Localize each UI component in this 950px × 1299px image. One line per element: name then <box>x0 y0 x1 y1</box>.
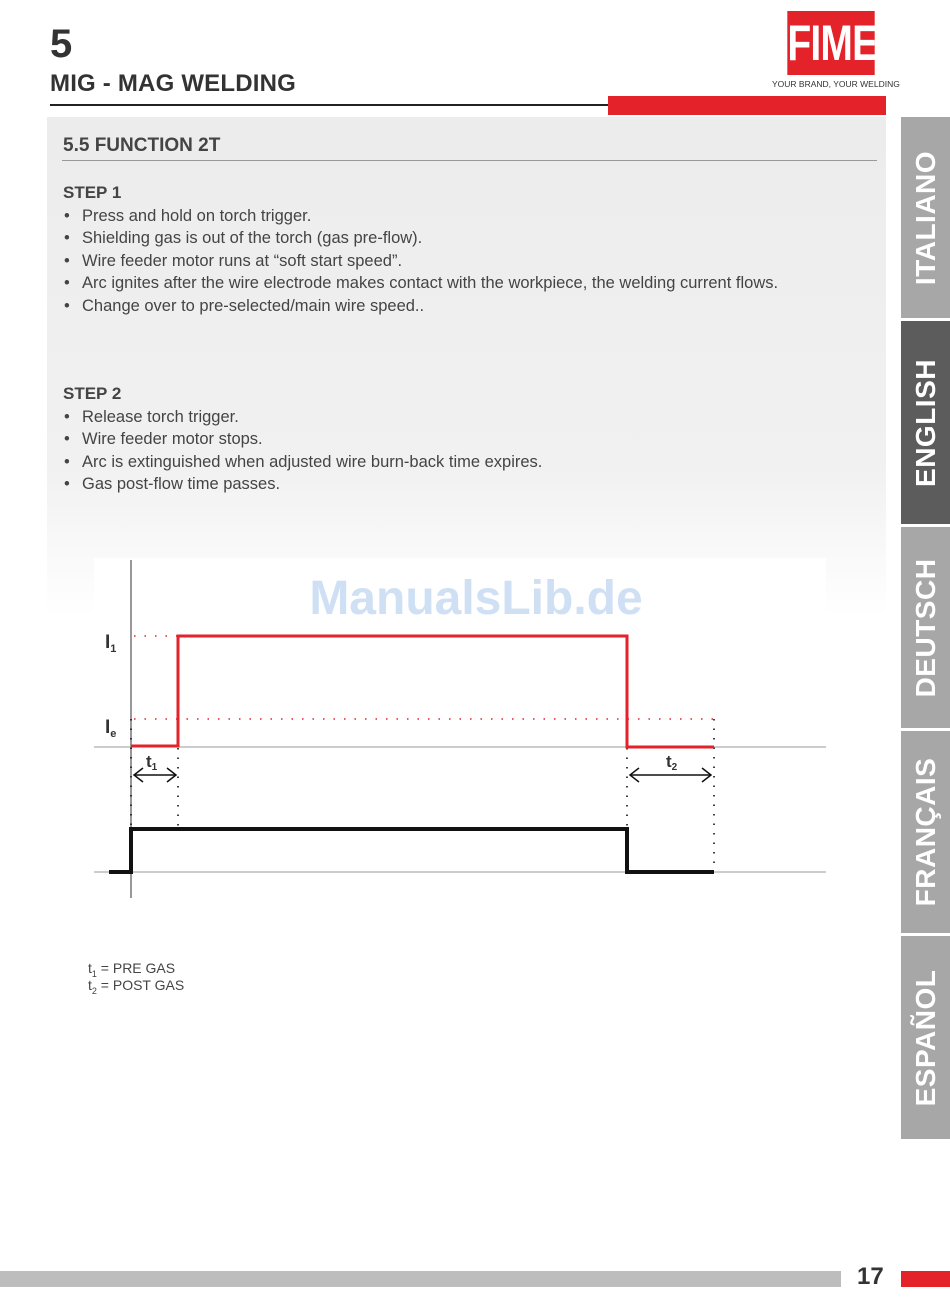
list-item: • Change over to pre-selected/main wire speed.. <box>63 295 875 317</box>
tab-espanol[interactable] <box>901 936 950 1139</box>
function-2t-timing-diagram <box>94 558 826 903</box>
step-1-list <box>63 205 875 317</box>
t2-label: t2 <box>666 752 678 773</box>
footer-bar <box>0 1271 841 1287</box>
chapter-number: 5 <box>50 22 73 66</box>
step-2-list <box>63 406 875 496</box>
step-1-heading: STEP 1 <box>63 183 122 202</box>
legend-pre-gas: $t_1$ = PRE GAS <box>88 960 176 979</box>
page-number: 17 <box>857 1263 884 1290</box>
header-red-bar <box>608 96 886 115</box>
tab-francais[interactable] <box>901 731 950 933</box>
list-item: • Gas post-flow time passes. <box>63 473 875 495</box>
tab-label: DEUTSCH <box>909 558 941 697</box>
fimer-logo: FIMER <box>787 11 874 75</box>
watermark-text: ManualsLib.de <box>309 572 643 625</box>
content-background <box>47 117 886 617</box>
list-item: • Arc ignites after the wire electrode makes contact with the workpiece, the welding current flows. <box>63 272 875 294</box>
list-item: • Shielding gas is out of the torch (gas pre-flow). <box>63 227 875 249</box>
ie-label: $I_e$ <box>105 717 117 740</box>
t1-label: t1 <box>146 752 158 773</box>
list-item: • Wire feeder motor stops. <box>63 428 875 450</box>
list-item: • Press and hold on torch trigger. <box>63 205 875 227</box>
section-rule <box>62 160 877 161</box>
list-item: • Release torch trigger. <box>63 406 875 428</box>
tab-label: FRANÇAIS <box>909 757 941 907</box>
section-title: 5.5 FUNCTION 2T <box>63 135 221 156</box>
chapter-title: MIG - MAG WELDING <box>50 70 297 97</box>
tab-label: ESPAÑOL <box>909 969 941 1106</box>
footer-red-block <box>901 1271 950 1287</box>
tab-deutsch[interactable] <box>901 527 950 728</box>
welding-current-waveform <box>131 636 714 747</box>
title-rule <box>50 104 610 106</box>
torch-trigger-waveform <box>109 829 714 872</box>
tab-label: ENGLISH <box>909 358 941 487</box>
logo-tagline: YOUR BRAND, YOUR WELDING <box>772 79 900 89</box>
list-item: • Arc is extinguished when adjusted wire burn-back time expires. <box>63 451 875 473</box>
step-2-heading: STEP 2 <box>63 384 122 403</box>
list-item: • Wire feeder motor runs at “soft start speed”. <box>63 250 875 272</box>
i1-label: $I_1$ <box>105 632 117 655</box>
tab-label: ITALIANO <box>909 150 941 285</box>
tab-italiano[interactable] <box>901 117 950 318</box>
tab-english[interactable] <box>901 321 950 524</box>
legend-post-gas: $t_2$ = POST GAS <box>88 977 185 996</box>
